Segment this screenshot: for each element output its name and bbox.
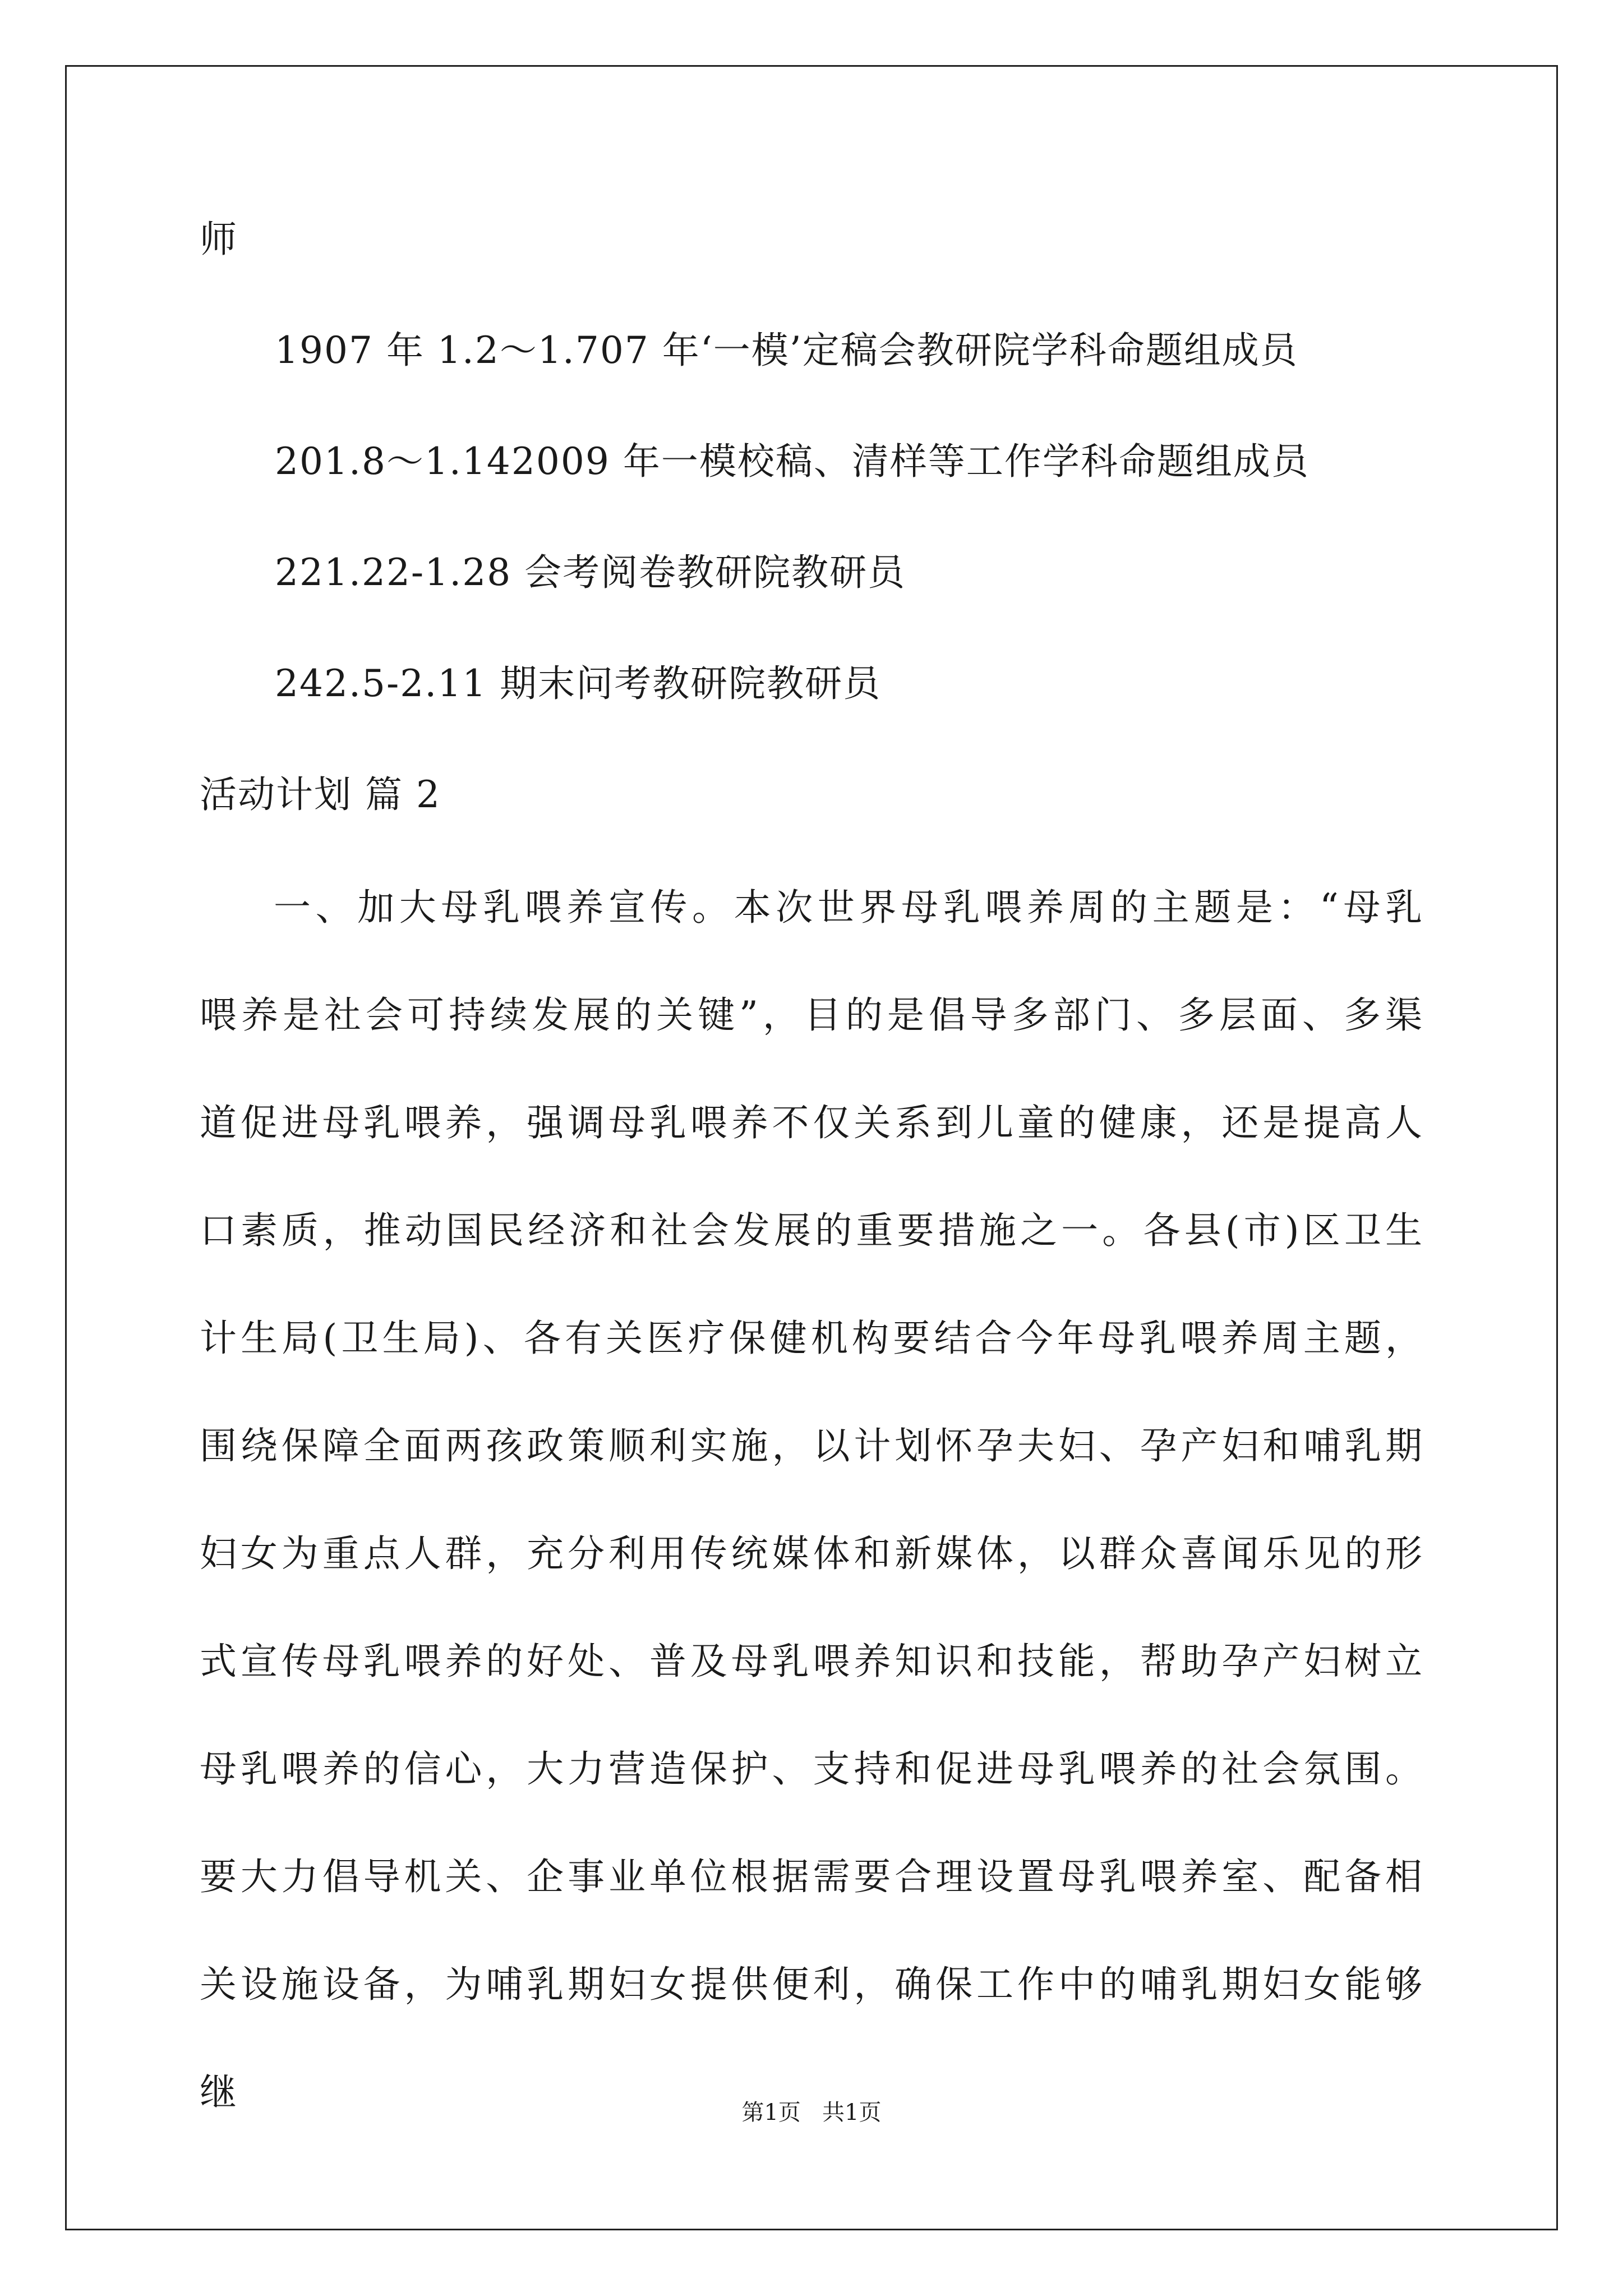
- text-line-entry-2: 201.8～1.142009 年一模校稿、清样等工作学科命题组成员: [275, 440, 1310, 483]
- page-footer: 第1页 共1页: [741, 2100, 882, 2125]
- text-line-entry-3: 221.22-1.28 会考阅卷教研院教研员: [275, 551, 906, 594]
- text-line-entry-1: 1907 年 1.2～1.707 年‘一模’定稿会教研院学科命题组成员: [275, 329, 1298, 372]
- body-paragraph: 一、加大母乳喂养宣传。本次世界母乳喂养周的主题是：“母乳喂养是社会可持续发展的关键”，目的是倡导多部门、多层面、多渠道促进母乳喂养，强调母乳喂养不仅关系到儿童的健康，还是提高人口素质，推动国民经济和社会发展的重要措施之一。各县(市)区卫生计生局(卫生局)、各有关医疗保健机构要结合今年母乳喂养周主题，围绕保障全面两孩政策顺利实施，以计划怀孕夫妇、孕产妇和哺乳期妇女为重点人群，充分利用传统媒体和新媒体，以群众喜闻乐见的形式宣传母乳喂养的好处、普及母乳喂养知识和技能，帮助孕产妇树立母乳喂养的信心，大力营造保护、支持和促进母乳喂养的社会氛围。要大力倡导机关、企事业单位根据需要合理设置母乳喂养室、配备相关设施设备，为哺乳期妇女提供便利，确保工作中的哺乳期妇女能够继: [200, 886, 1426, 2114]
- section-heading: 活动计划 篇 2: [200, 773, 441, 816]
- text-line-teacher: 师: [200, 218, 238, 261]
- text-line-entry-4: 242.5-2.11 期末问考教研院教研员: [275, 662, 882, 705]
